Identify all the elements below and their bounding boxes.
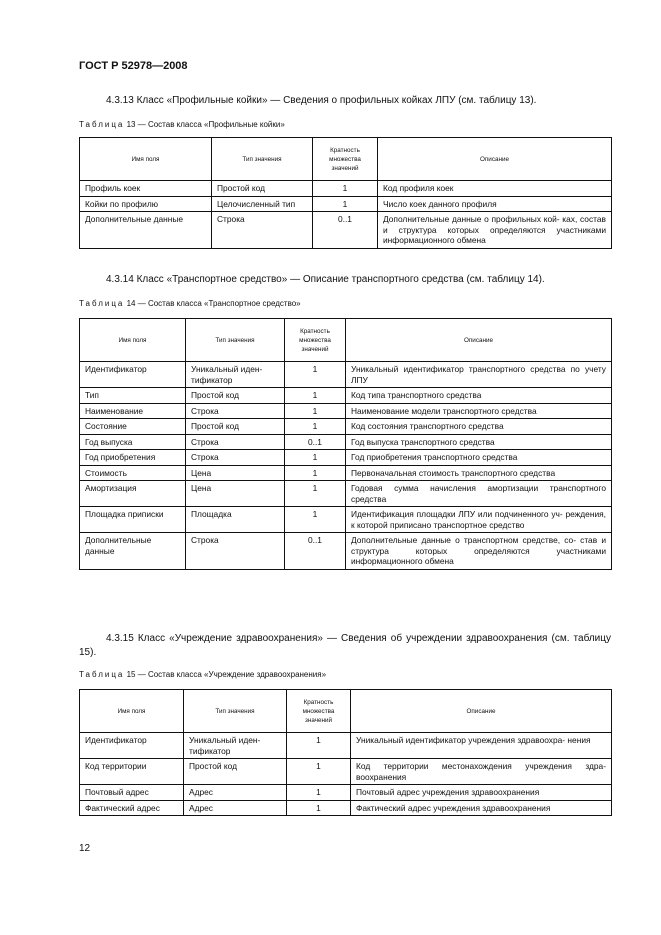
table-13 [79,137,612,249]
cell-field-name: Год приобретения [80,450,186,466]
cell-multiplicity: 1 [285,450,346,466]
cell-field-name: Год выпуска [80,434,186,450]
cell-field-name: Амортизация [80,481,186,507]
cell-description: Код территории местонахождения учреждения здра- воохранения [351,759,612,785]
cell-field-name: Стоимость [80,465,186,481]
cell-value-type: Простой код [212,181,313,197]
page-number: 12 [79,843,91,854]
cell-multiplicity: 1 [313,196,378,212]
table-row [80,481,612,507]
table-14-caption [79,299,301,308]
cell-value-type: Простой код [184,759,287,785]
column-header-multiplicity: Кратность множества значений [313,138,378,181]
cell-multiplicity: 1 [287,733,351,759]
table-row [80,465,612,481]
cell-multiplicity: 1 [285,388,346,404]
cell-field-name: Дополнительные данные [80,212,212,249]
cell-multiplicity: 1 [285,403,346,419]
cell-description: Уникальный идентификатор транспортного средства по учету ЛПУ [346,362,612,388]
cell-multiplicity: 1 [313,181,378,197]
cell-value-type: Строка [186,403,285,419]
caption-word: Таблица [79,670,125,679]
cell-field-name: Почтовый адрес [80,785,184,801]
table-row [80,800,612,816]
column-header-value-type: Тип значения [186,319,285,362]
cell-value-type: Строка [212,212,313,249]
table-13-caption [79,120,285,129]
table-row [80,507,612,533]
table-row [80,434,612,450]
cell-field-name: Койки по профилю [80,196,212,212]
cell-field-name: Площадка приписки [80,507,186,533]
cell-multiplicity: 1 [285,465,346,481]
table-row [80,533,612,570]
cell-description: Код типа транспортного средства [346,388,612,404]
cell-field-name: Наименование [80,403,186,419]
table-15-caption [79,670,326,679]
cell-multiplicity: 0..1 [285,533,346,570]
cell-multiplicity: 1 [285,481,346,507]
cell-field-name: Состояние [80,419,186,435]
table-row [80,212,612,249]
cell-field-name: Тип [80,388,186,404]
section-4-3-15-text: 4.3.15 Класс «Учреждение здравоохранения» — Сведения об учреждении здравоохранения (см. таблицу 15). [79,633,611,658]
cell-multiplicity: 1 [287,759,351,785]
cell-value-type: Площадка [186,507,285,533]
cell-value-type: Адрес [184,800,287,816]
cell-description: Дополнительные данные о профильных кой- ках, состав и структура которых определяются участниками информационного обмена [378,212,612,249]
cell-value-type: Уникальный иден- тификатор [184,733,287,759]
cell-description: Дополнительные данные о транспортном средстве, со- став и структура которых определяются участниками информационного обмена [346,533,612,570]
column-header-description: Описание [346,319,612,362]
column-header-description: Описание [351,690,612,733]
column-header-field-name: Имя поля [80,319,186,362]
cell-value-type: Цена [186,465,285,481]
table-15 [79,689,612,816]
column-header-field-name: Имя поля [80,690,184,733]
column-header-description: Описание [378,138,612,181]
cell-multiplicity: 1 [287,785,351,801]
table-row [80,196,612,212]
table-header-row [80,690,612,733]
table-14 [79,318,612,570]
table-row [80,419,612,435]
table-row [80,759,612,785]
cell-field-name: Профиль коек [80,181,212,197]
caption-text: 14 — Состав класса «Транспортное средство» [126,299,301,308]
column-header-field-name: Имя поля [80,138,212,181]
cell-field-name: Фактический адрес [80,800,184,816]
cell-field-name: Дополнительные данные [80,533,186,570]
table-row [80,403,612,419]
table-header-row [80,138,612,181]
cell-description: Фактический адрес учреждения здравоохранения [351,800,612,816]
cell-description: Уникальный идентификатор учреждения здравоохра- нения [351,733,612,759]
column-header-value-type: Тип значения [212,138,313,181]
table-row [80,362,612,388]
cell-value-type: Простой код [186,388,285,404]
cell-value-type: Строка [186,450,285,466]
cell-multiplicity: 1 [285,507,346,533]
cell-multiplicity: 0..1 [285,434,346,450]
cell-description: Первоначальная стоимость транспортного средства [346,465,612,481]
cell-value-type: Целочисленный тип [212,196,313,212]
cell-multiplicity: 1 [285,362,346,388]
table-row [80,388,612,404]
cell-value-type: Строка [186,533,285,570]
cell-field-name: Идентификатор [80,733,184,759]
cell-description: Годовая сумма начисления амортизации транспортного средства [346,481,612,507]
cell-multiplicity: 0..1 [313,212,378,249]
cell-multiplicity: 1 [287,800,351,816]
cell-description: Год приобретения транспортного средства [346,450,612,466]
table-row [80,785,612,801]
cell-field-name: Идентификатор [80,362,186,388]
table-row [80,181,612,197]
section-4-3-13-text: 4.3.13 Класс «Профильные койки» — Сведения о профильных койках ЛПУ (см. таблицу 13). [106,95,537,106]
cell-value-type: Адрес [184,785,287,801]
cell-value-type: Уникальный иден- тификатор [186,362,285,388]
document-id: ГОСТ Р 52978—2008 [79,60,188,72]
table-row [80,733,612,759]
cell-description: Год выпуска транспортного средства [346,434,612,450]
table-header-row [80,319,612,362]
cell-field-name: Код территории [80,759,184,785]
cell-multiplicity: 1 [285,419,346,435]
cell-description: Почтовый адрес учреждения здравоохранения [351,785,612,801]
caption-word: Таблица [79,299,125,308]
caption-text: 15 — Состав класса «Учреждение здравоохранения» [126,670,327,679]
caption-text: 13 — Состав класса «Профильные койки» [126,120,285,129]
cell-value-type: Строка [186,434,285,450]
cell-description: Наименование модели транспортного средства [346,403,612,419]
cell-description: Идентификация площадки ЛПУ или подчиненного уч- реждения, к которой приписано транспортное средство [346,507,612,533]
column-header-value-type: Тип значения [184,690,287,733]
cell-value-type: Цена [186,481,285,507]
cell-description: Число коек данного профиля [378,196,612,212]
cell-description: Код состояния транспортного средства [346,419,612,435]
table-row [80,450,612,466]
column-header-multiplicity: Кратность множества значений [285,319,346,362]
caption-word: Таблица [79,120,125,129]
section-4-3-14-text: 4.3.14 Класс «Транспортное средство» — Описание транспортного средства (см. таблицу 14). [106,274,545,285]
cell-value-type: Простой код [186,419,285,435]
column-header-multiplicity: Кратность множества значений [287,690,351,733]
cell-description: Код профиля коек [378,181,612,197]
